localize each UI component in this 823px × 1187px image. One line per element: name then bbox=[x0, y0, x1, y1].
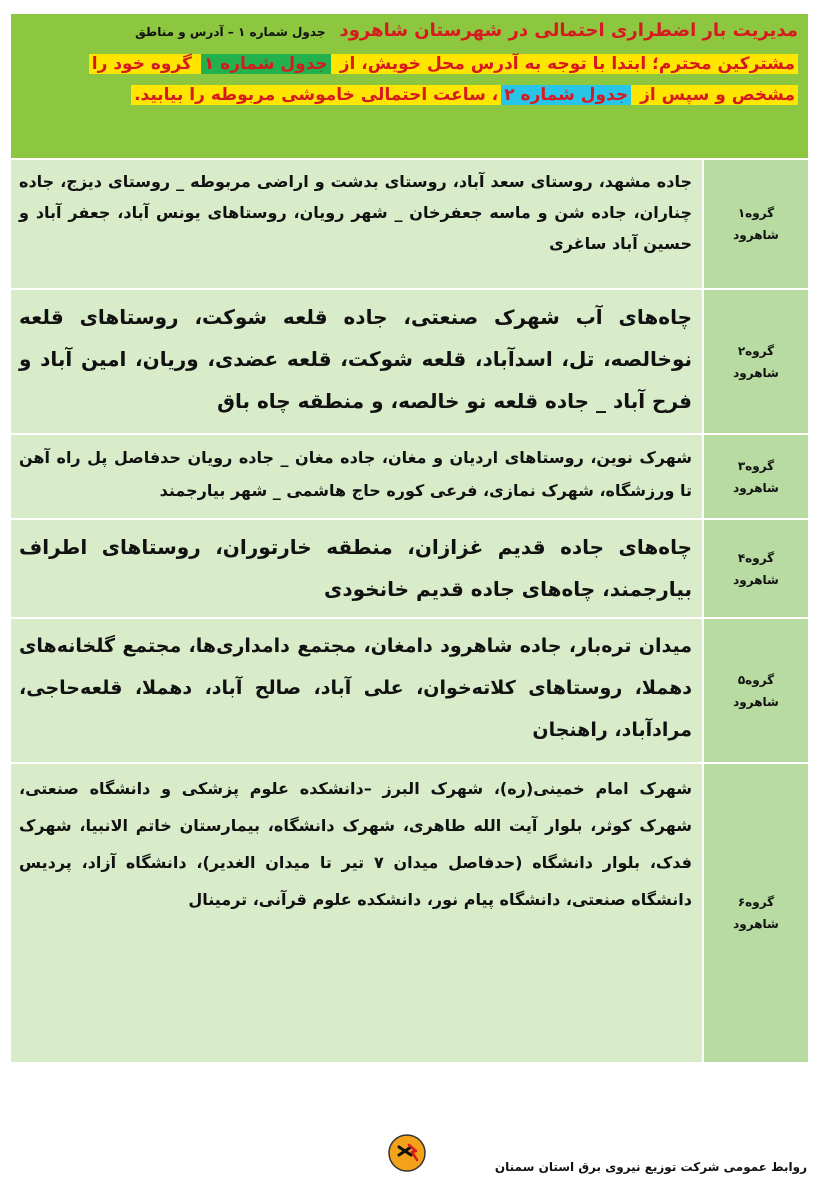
footer-credit: روابط عمومی شرکت توزیع نیروی برق استان سمنان bbox=[494, 1160, 807, 1174]
area-text: چاه‌های جاده قدیم غزازان، منطقه خارتوران، روستاهای اطراف بیارجمند، چاه‌های جاده قدیم خانخودی bbox=[19, 535, 692, 601]
group-city: شاهرود bbox=[733, 365, 779, 380]
group-number: گروه۲ bbox=[737, 343, 775, 358]
area-list bbox=[11, 290, 702, 433]
table-subtitle: جدول شماره ۱ – آدرس و مناطق bbox=[135, 25, 326, 39]
group-label bbox=[733, 202, 779, 246]
area-text: شهرک نوین، روستاهای اردیان و مغان، جاده مغان _ جاده رویان حدفاصل پل راه آهن تا ورزشگاه، شهرک نمازی، فرعی کوره حاج هاشمی _ شهر بیارجمند bbox=[19, 448, 692, 500]
instruction-line-1 bbox=[21, 49, 798, 80]
area-list bbox=[11, 435, 702, 518]
group-number: گروه۶ bbox=[737, 895, 775, 909]
group-label bbox=[733, 891, 779, 935]
area-list bbox=[11, 160, 702, 288]
area-text: میدان تره‌بار، جاده شاهرود دامغان، مجتمع دامداری‌ها، مجتمع گلخانه‌های دهملا، روستاهای کلاته‌خوان، علی آباد، صالح آباد، دهملا، قلعه‌حاجی، مرادآباد، راهنجان bbox=[19, 635, 692, 741]
instruction-text-1a: مشترکین محترم؛ ابتدا با توجه به آدرس محل خویش، از bbox=[331, 54, 798, 74]
area-list bbox=[11, 520, 702, 617]
area-text: چاه‌های آب شهرک صنعتی، جاده قلعه شوکت، روستاهای قلعه نوخالصه، تل، اسدآباد، قلعه شوکت، قلعه عضدی، وریان، امین آباد و فرح آباد _ جاده قلعه نو خالصه، و منطقه چاه باق bbox=[19, 305, 692, 413]
group-cell bbox=[704, 764, 808, 1062]
header-panel bbox=[11, 14, 808, 158]
area-list bbox=[11, 619, 702, 762]
groups-table bbox=[11, 158, 808, 1062]
group-cell bbox=[704, 619, 808, 762]
group-label bbox=[733, 547, 779, 591]
area-list bbox=[11, 764, 702, 1062]
group-label bbox=[733, 340, 779, 384]
group-city: شاهرود bbox=[733, 572, 779, 587]
instruction-line-2 bbox=[21, 80, 798, 111]
table-row bbox=[11, 158, 808, 288]
group-city: شاهرود bbox=[733, 480, 779, 495]
group-cell bbox=[704, 160, 808, 288]
group-number: گروه۱ bbox=[737, 206, 775, 220]
table-row bbox=[11, 617, 808, 762]
group-cell bbox=[704, 290, 808, 433]
area-text: جاده مشهد، روستای سعد آباد، روستای بدشت و اراضی مربوطه _ روستای دیزج، جاده چناران، جاده شن و ماسه جعفرخان _ شهر رویان، روستاهای یونس آباد، جعفر آباد و حسین آباد ساغری bbox=[19, 172, 692, 253]
group-label bbox=[733, 669, 779, 713]
group-city: شاهرود bbox=[733, 917, 779, 931]
group-city: شاهرود bbox=[733, 694, 779, 709]
group-city: شاهرود bbox=[733, 228, 779, 242]
table-row bbox=[11, 288, 808, 433]
group-label bbox=[733, 455, 779, 499]
group-number: گروه۴ bbox=[737, 550, 775, 565]
table-row bbox=[11, 518, 808, 617]
header-title-line bbox=[21, 20, 798, 41]
group-cell bbox=[704, 435, 808, 518]
instruction-text-2b: ، ساعت احتمالی خاموشی مربوطه را بیابید. bbox=[131, 85, 501, 105]
group-cell bbox=[704, 520, 808, 617]
table-2-reference: جدول شماره ۲ bbox=[501, 85, 631, 105]
company-logo-icon bbox=[387, 1133, 427, 1173]
area-text: شهرک امام خمینی(ره)، شهرک البرز –دانشکده علوم پزشکی و دانشگاه صنعتی، شهرک کوثر، بلوار آیت الله طاهری، شهرک دانشگاه، بیمارستان خاتم الانبیا، شهرک فدک، بلوار دانشگاه (حدفاصل میدان ۷ تیر تا میدان الغدیر)، دانشگاه آزاد، پردیس دانشگاه صنعتی، دانشگاه پیام نور، دانشکده علوم قرآنی، ترمینال bbox=[19, 779, 692, 909]
group-number: گروه۳ bbox=[737, 458, 775, 473]
instruction-text-2a: مشخص و سپس از bbox=[631, 85, 798, 105]
table-row bbox=[11, 433, 808, 518]
group-number: گروه۵ bbox=[737, 672, 775, 687]
instruction-text-1b: گروه خود را bbox=[89, 54, 201, 74]
page-title: مدیریت بار اضطراری احتمالی در شهرستان شاهرود bbox=[339, 20, 798, 41]
table-1-reference: جدول شماره ۱ bbox=[201, 54, 331, 74]
table-row bbox=[11, 762, 808, 1062]
